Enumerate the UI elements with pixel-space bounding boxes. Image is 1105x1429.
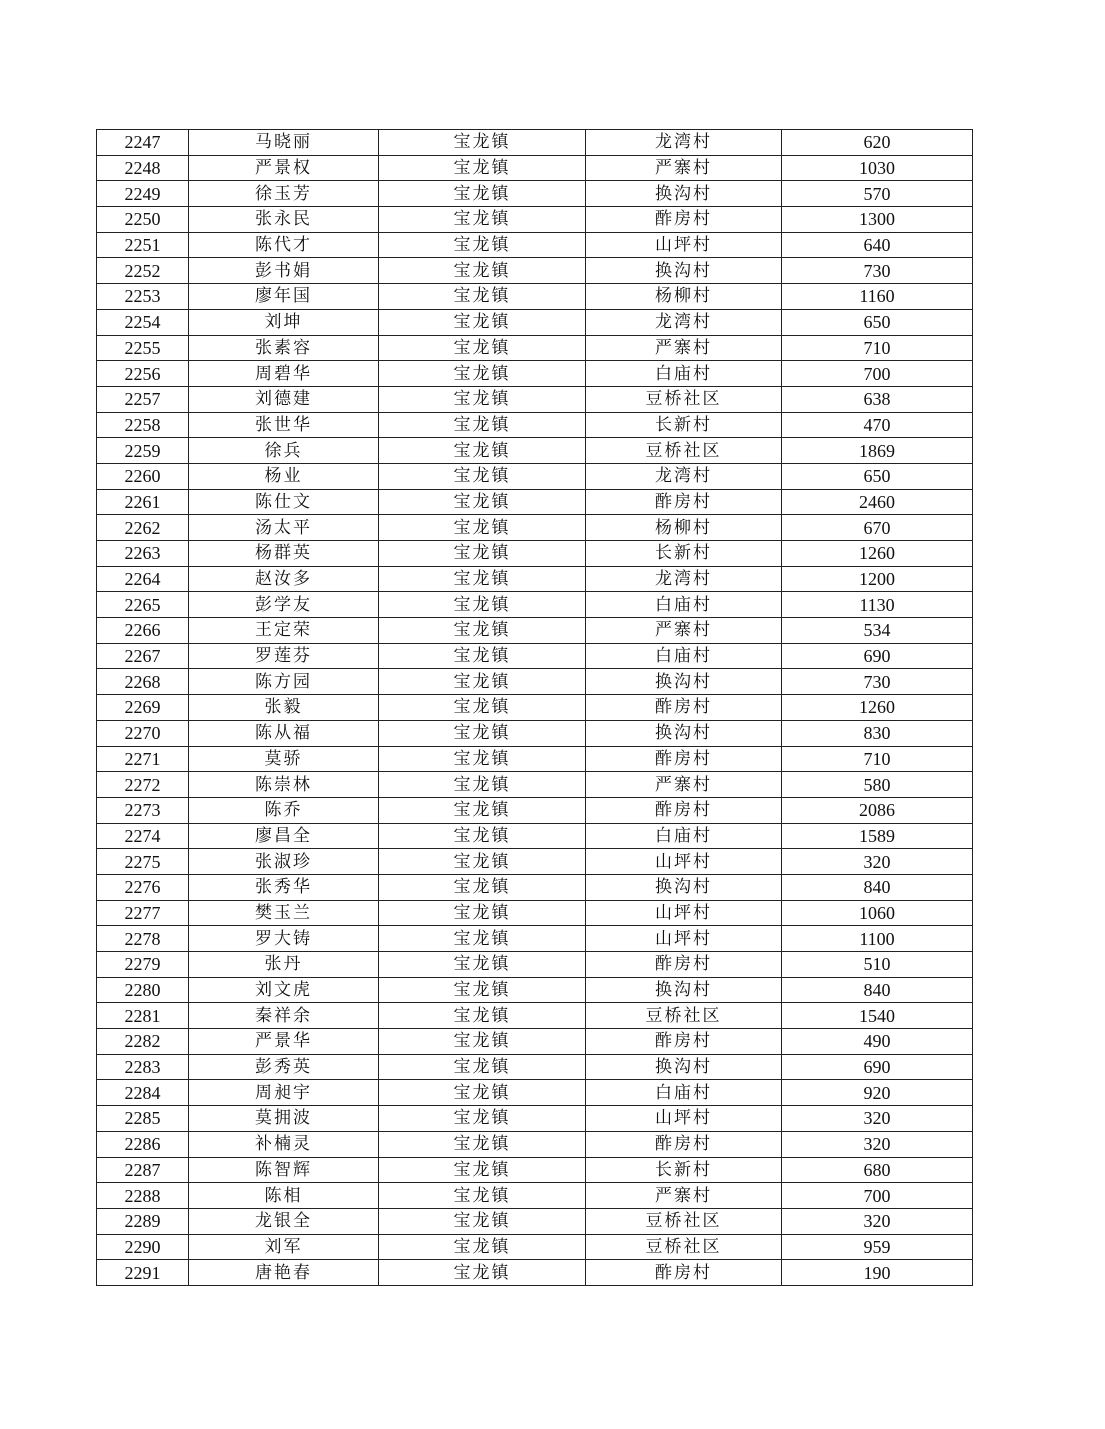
town-cell: 宝龙镇 bbox=[379, 361, 586, 387]
village-cell: 山坪村 bbox=[586, 1106, 782, 1132]
village-cell: 酢房村 bbox=[586, 695, 782, 721]
row-number-cell: 2253 bbox=[97, 284, 189, 310]
town-cell: 宝龙镇 bbox=[379, 695, 586, 721]
table-row bbox=[97, 1003, 973, 1029]
town-cell: 宝龙镇 bbox=[379, 669, 586, 695]
town-cell: 宝龙镇 bbox=[379, 207, 586, 233]
row-number-cell: 2280 bbox=[97, 977, 189, 1003]
amount-cell: 320 bbox=[782, 1131, 973, 1157]
town-cell: 宝龙镇 bbox=[379, 849, 586, 875]
amount-cell: 1589 bbox=[782, 823, 973, 849]
town-cell: 宝龙镇 bbox=[379, 463, 586, 489]
village-cell: 酢房村 bbox=[586, 797, 782, 823]
town-cell: 宝龙镇 bbox=[379, 1029, 586, 1055]
town-cell: 宝龙镇 bbox=[379, 1131, 586, 1157]
town-cell: 宝龙镇 bbox=[379, 797, 586, 823]
row-number-cell: 2288 bbox=[97, 1183, 189, 1209]
name-cell: 唐艳春 bbox=[189, 1260, 379, 1286]
village-cell: 白庙村 bbox=[586, 823, 782, 849]
row-number-cell: 2285 bbox=[97, 1106, 189, 1132]
amount-cell: 640 bbox=[782, 232, 973, 258]
village-cell: 豆桥社区 bbox=[586, 1234, 782, 1260]
table-row bbox=[97, 849, 973, 875]
table-row bbox=[97, 1054, 973, 1080]
table-row bbox=[97, 258, 973, 284]
amount-cell: 320 bbox=[782, 1106, 973, 1132]
row-number-cell: 2289 bbox=[97, 1208, 189, 1234]
name-cell: 徐玉芳 bbox=[189, 181, 379, 207]
table-row bbox=[97, 823, 973, 849]
amount-cell: 2086 bbox=[782, 797, 973, 823]
name-cell: 杨业 bbox=[189, 463, 379, 489]
town-cell: 宝龙镇 bbox=[379, 412, 586, 438]
row-number-cell: 2291 bbox=[97, 1260, 189, 1286]
village-cell: 杨柳村 bbox=[586, 515, 782, 541]
town-cell: 宝龙镇 bbox=[379, 335, 586, 361]
row-number-cell: 2270 bbox=[97, 720, 189, 746]
amount-cell: 470 bbox=[782, 412, 973, 438]
name-cell: 樊玉兰 bbox=[189, 900, 379, 926]
town-cell: 宝龙镇 bbox=[379, 618, 586, 644]
amount-cell: 320 bbox=[782, 1208, 973, 1234]
name-cell: 莫拥波 bbox=[189, 1106, 379, 1132]
name-cell: 张世华 bbox=[189, 412, 379, 438]
row-number-cell: 2275 bbox=[97, 849, 189, 875]
amount-cell: 730 bbox=[782, 669, 973, 695]
amount-cell: 570 bbox=[782, 181, 973, 207]
amount-cell: 1060 bbox=[782, 900, 973, 926]
name-cell: 廖昌全 bbox=[189, 823, 379, 849]
row-number-cell: 2257 bbox=[97, 386, 189, 412]
table-row bbox=[97, 566, 973, 592]
amount-cell: 1130 bbox=[782, 592, 973, 618]
amount-cell: 920 bbox=[782, 1080, 973, 1106]
amount-cell: 959 bbox=[782, 1234, 973, 1260]
name-cell: 刘坤 bbox=[189, 309, 379, 335]
name-cell: 严景华 bbox=[189, 1029, 379, 1055]
amount-cell: 710 bbox=[782, 335, 973, 361]
row-number-cell: 2290 bbox=[97, 1234, 189, 1260]
amount-cell: 710 bbox=[782, 746, 973, 772]
town-cell: 宝龙镇 bbox=[379, 1208, 586, 1234]
row-number-cell: 2255 bbox=[97, 335, 189, 361]
amount-cell: 1030 bbox=[782, 155, 973, 181]
name-cell: 龙银全 bbox=[189, 1208, 379, 1234]
town-cell: 宝龙镇 bbox=[379, 232, 586, 258]
town-cell: 宝龙镇 bbox=[379, 926, 586, 952]
table-row bbox=[97, 977, 973, 1003]
amount-cell: 1200 bbox=[782, 566, 973, 592]
row-number-cell: 2284 bbox=[97, 1080, 189, 1106]
amount-cell: 690 bbox=[782, 1054, 973, 1080]
town-cell: 宝龙镇 bbox=[379, 720, 586, 746]
town-cell: 宝龙镇 bbox=[379, 1106, 586, 1132]
row-number-cell: 2267 bbox=[97, 643, 189, 669]
table-row bbox=[97, 874, 973, 900]
name-cell: 彭秀英 bbox=[189, 1054, 379, 1080]
table-row bbox=[97, 618, 973, 644]
table-row bbox=[97, 797, 973, 823]
table-row bbox=[97, 541, 973, 567]
name-cell: 罗莲芬 bbox=[189, 643, 379, 669]
row-number-cell: 2266 bbox=[97, 618, 189, 644]
row-number-cell: 2276 bbox=[97, 874, 189, 900]
village-cell: 酢房村 bbox=[586, 489, 782, 515]
village-cell: 龙湾村 bbox=[586, 463, 782, 489]
town-cell: 宝龙镇 bbox=[379, 1183, 586, 1209]
village-cell: 杨柳村 bbox=[586, 284, 782, 310]
name-cell: 张丹 bbox=[189, 952, 379, 978]
name-cell: 彭学友 bbox=[189, 592, 379, 618]
village-cell: 龙湾村 bbox=[586, 309, 782, 335]
village-cell: 龙湾村 bbox=[586, 130, 782, 156]
amount-cell: 670 bbox=[782, 515, 973, 541]
amount-cell: 638 bbox=[782, 386, 973, 412]
amount-cell: 700 bbox=[782, 1183, 973, 1209]
town-cell: 宝龙镇 bbox=[379, 1260, 586, 1286]
amount-cell: 650 bbox=[782, 463, 973, 489]
row-number-cell: 2278 bbox=[97, 926, 189, 952]
row-number-cell: 2260 bbox=[97, 463, 189, 489]
amount-cell: 620 bbox=[782, 130, 973, 156]
amount-cell: 1300 bbox=[782, 207, 973, 233]
amount-cell: 2460 bbox=[782, 489, 973, 515]
amount-cell: 680 bbox=[782, 1157, 973, 1183]
town-cell: 宝龙镇 bbox=[379, 1054, 586, 1080]
village-cell: 长新村 bbox=[586, 1157, 782, 1183]
village-cell: 豆桥社区 bbox=[586, 386, 782, 412]
amount-cell: 1869 bbox=[782, 438, 973, 464]
table-row bbox=[97, 284, 973, 310]
table-row bbox=[97, 669, 973, 695]
amount-cell: 700 bbox=[782, 361, 973, 387]
row-number-cell: 2282 bbox=[97, 1029, 189, 1055]
town-cell: 宝龙镇 bbox=[379, 386, 586, 412]
table-row bbox=[97, 592, 973, 618]
town-cell: 宝龙镇 bbox=[379, 874, 586, 900]
amount-cell: 830 bbox=[782, 720, 973, 746]
village-cell: 换沟村 bbox=[586, 720, 782, 746]
name-cell: 周碧华 bbox=[189, 361, 379, 387]
name-cell: 马晓丽 bbox=[189, 130, 379, 156]
row-number-cell: 2277 bbox=[97, 900, 189, 926]
town-cell: 宝龙镇 bbox=[379, 258, 586, 284]
table-row bbox=[97, 207, 973, 233]
table-row bbox=[97, 720, 973, 746]
table-row bbox=[97, 1183, 973, 1209]
village-cell: 酢房村 bbox=[586, 1260, 782, 1286]
name-cell: 张淑珍 bbox=[189, 849, 379, 875]
village-cell: 长新村 bbox=[586, 412, 782, 438]
village-cell: 长新村 bbox=[586, 541, 782, 567]
name-cell: 周昶宇 bbox=[189, 1080, 379, 1106]
table-row bbox=[97, 1080, 973, 1106]
name-cell: 汤太平 bbox=[189, 515, 379, 541]
town-cell: 宝龙镇 bbox=[379, 309, 586, 335]
village-cell: 严寨村 bbox=[586, 335, 782, 361]
row-number-cell: 2269 bbox=[97, 695, 189, 721]
amount-cell: 190 bbox=[782, 1260, 973, 1286]
amount-cell: 1540 bbox=[782, 1003, 973, 1029]
village-cell: 换沟村 bbox=[586, 181, 782, 207]
amount-cell: 690 bbox=[782, 643, 973, 669]
row-number-cell: 2251 bbox=[97, 232, 189, 258]
table-row bbox=[97, 155, 973, 181]
town-cell: 宝龙镇 bbox=[379, 515, 586, 541]
amount-cell: 1260 bbox=[782, 695, 973, 721]
table-row bbox=[97, 952, 973, 978]
name-cell: 张秀华 bbox=[189, 874, 379, 900]
village-cell: 山坪村 bbox=[586, 926, 782, 952]
amount-cell: 580 bbox=[782, 772, 973, 798]
town-cell: 宝龙镇 bbox=[379, 823, 586, 849]
name-cell: 秦祥余 bbox=[189, 1003, 379, 1029]
town-cell: 宝龙镇 bbox=[379, 952, 586, 978]
name-cell: 赵汝多 bbox=[189, 566, 379, 592]
village-cell: 酢房村 bbox=[586, 746, 782, 772]
town-cell: 宝龙镇 bbox=[379, 977, 586, 1003]
town-cell: 宝龙镇 bbox=[379, 900, 586, 926]
village-cell: 山坪村 bbox=[586, 232, 782, 258]
table-row bbox=[97, 695, 973, 721]
name-cell: 罗大铸 bbox=[189, 926, 379, 952]
table-body bbox=[97, 130, 973, 1286]
row-number-cell: 2258 bbox=[97, 412, 189, 438]
row-number-cell: 2283 bbox=[97, 1054, 189, 1080]
village-cell: 换沟村 bbox=[586, 1054, 782, 1080]
town-cell: 宝龙镇 bbox=[379, 772, 586, 798]
row-number-cell: 2256 bbox=[97, 361, 189, 387]
village-cell: 白庙村 bbox=[586, 643, 782, 669]
name-cell: 陈相 bbox=[189, 1183, 379, 1209]
name-cell: 彭书娟 bbox=[189, 258, 379, 284]
town-cell: 宝龙镇 bbox=[379, 1234, 586, 1260]
town-cell: 宝龙镇 bbox=[379, 130, 586, 156]
row-number-cell: 2262 bbox=[97, 515, 189, 541]
town-cell: 宝龙镇 bbox=[379, 566, 586, 592]
village-cell: 山坪村 bbox=[586, 900, 782, 926]
amount-cell: 730 bbox=[782, 258, 973, 284]
row-number-cell: 2263 bbox=[97, 541, 189, 567]
village-cell: 豆桥社区 bbox=[586, 1003, 782, 1029]
village-cell: 酢房村 bbox=[586, 207, 782, 233]
row-number-cell: 2248 bbox=[97, 155, 189, 181]
table-row bbox=[97, 746, 973, 772]
name-cell: 廖年国 bbox=[189, 284, 379, 310]
amount-cell: 510 bbox=[782, 952, 973, 978]
table-row bbox=[97, 643, 973, 669]
table-row bbox=[97, 900, 973, 926]
amount-cell: 534 bbox=[782, 618, 973, 644]
data-table bbox=[96, 129, 973, 1286]
table-row bbox=[97, 1260, 973, 1286]
row-number-cell: 2274 bbox=[97, 823, 189, 849]
row-number-cell: 2254 bbox=[97, 309, 189, 335]
name-cell: 徐兵 bbox=[189, 438, 379, 464]
row-number-cell: 2272 bbox=[97, 772, 189, 798]
name-cell: 莫骄 bbox=[189, 746, 379, 772]
town-cell: 宝龙镇 bbox=[379, 541, 586, 567]
table-row bbox=[97, 130, 973, 156]
amount-cell: 1260 bbox=[782, 541, 973, 567]
name-cell: 张毅 bbox=[189, 695, 379, 721]
table-row bbox=[97, 335, 973, 361]
table-row bbox=[97, 1208, 973, 1234]
amount-cell: 490 bbox=[782, 1029, 973, 1055]
row-number-cell: 2264 bbox=[97, 566, 189, 592]
name-cell: 刘文虎 bbox=[189, 977, 379, 1003]
village-cell: 酢房村 bbox=[586, 1131, 782, 1157]
row-number-cell: 2247 bbox=[97, 130, 189, 156]
village-cell: 豆桥社区 bbox=[586, 1208, 782, 1234]
name-cell: 陈仕文 bbox=[189, 489, 379, 515]
village-cell: 酢房村 bbox=[586, 952, 782, 978]
town-cell: 宝龙镇 bbox=[379, 1157, 586, 1183]
village-cell: 换沟村 bbox=[586, 669, 782, 695]
table-row bbox=[97, 1234, 973, 1260]
village-cell: 龙湾村 bbox=[586, 566, 782, 592]
amount-cell: 840 bbox=[782, 874, 973, 900]
row-number-cell: 2279 bbox=[97, 952, 189, 978]
village-cell: 山坪村 bbox=[586, 849, 782, 875]
town-cell: 宝龙镇 bbox=[379, 643, 586, 669]
town-cell: 宝龙镇 bbox=[379, 746, 586, 772]
row-number-cell: 2259 bbox=[97, 438, 189, 464]
amount-cell: 1100 bbox=[782, 926, 973, 952]
table-row bbox=[97, 463, 973, 489]
row-number-cell: 2261 bbox=[97, 489, 189, 515]
table-row bbox=[97, 438, 973, 464]
name-cell: 补楠灵 bbox=[189, 1131, 379, 1157]
row-number-cell: 2287 bbox=[97, 1157, 189, 1183]
village-cell: 豆桥社区 bbox=[586, 438, 782, 464]
table-row bbox=[97, 1106, 973, 1132]
table-row bbox=[97, 1131, 973, 1157]
town-cell: 宝龙镇 bbox=[379, 1080, 586, 1106]
town-cell: 宝龙镇 bbox=[379, 284, 586, 310]
amount-cell: 320 bbox=[782, 849, 973, 875]
row-number-cell: 2249 bbox=[97, 181, 189, 207]
name-cell: 严景权 bbox=[189, 155, 379, 181]
name-cell: 陈从福 bbox=[189, 720, 379, 746]
table-row bbox=[97, 926, 973, 952]
town-cell: 宝龙镇 bbox=[379, 181, 586, 207]
village-cell: 严寨村 bbox=[586, 772, 782, 798]
name-cell: 陈方园 bbox=[189, 669, 379, 695]
town-cell: 宝龙镇 bbox=[379, 489, 586, 515]
name-cell: 陈崇林 bbox=[189, 772, 379, 798]
row-number-cell: 2252 bbox=[97, 258, 189, 284]
table-row bbox=[97, 309, 973, 335]
table-row bbox=[97, 412, 973, 438]
table-row bbox=[97, 489, 973, 515]
amount-cell: 650 bbox=[782, 309, 973, 335]
table-row bbox=[97, 515, 973, 541]
name-cell: 陈代才 bbox=[189, 232, 379, 258]
name-cell: 张永民 bbox=[189, 207, 379, 233]
village-cell: 严寨村 bbox=[586, 155, 782, 181]
table-row bbox=[97, 1157, 973, 1183]
town-cell: 宝龙镇 bbox=[379, 1003, 586, 1029]
row-number-cell: 2271 bbox=[97, 746, 189, 772]
table-row bbox=[97, 232, 973, 258]
row-number-cell: 2250 bbox=[97, 207, 189, 233]
row-number-cell: 2265 bbox=[97, 592, 189, 618]
name-cell: 陈乔 bbox=[189, 797, 379, 823]
village-cell: 白庙村 bbox=[586, 361, 782, 387]
table-row bbox=[97, 386, 973, 412]
row-number-cell: 2281 bbox=[97, 1003, 189, 1029]
name-cell: 刘德建 bbox=[189, 386, 379, 412]
row-number-cell: 2286 bbox=[97, 1131, 189, 1157]
row-number-cell: 2273 bbox=[97, 797, 189, 823]
table-row bbox=[97, 181, 973, 207]
village-cell: 酢房村 bbox=[586, 1029, 782, 1055]
village-cell: 换沟村 bbox=[586, 874, 782, 900]
amount-cell: 840 bbox=[782, 977, 973, 1003]
town-cell: 宝龙镇 bbox=[379, 155, 586, 181]
village-cell: 白庙村 bbox=[586, 592, 782, 618]
row-number-cell: 2268 bbox=[97, 669, 189, 695]
village-cell: 严寨村 bbox=[586, 1183, 782, 1209]
town-cell: 宝龙镇 bbox=[379, 438, 586, 464]
amount-cell: 1160 bbox=[782, 284, 973, 310]
table-row bbox=[97, 361, 973, 387]
name-cell: 刘军 bbox=[189, 1234, 379, 1260]
name-cell: 杨群英 bbox=[189, 541, 379, 567]
village-cell: 白庙村 bbox=[586, 1080, 782, 1106]
name-cell: 陈智辉 bbox=[189, 1157, 379, 1183]
village-cell: 换沟村 bbox=[586, 977, 782, 1003]
name-cell: 王定荣 bbox=[189, 618, 379, 644]
name-cell: 张素容 bbox=[189, 335, 379, 361]
village-cell: 严寨村 bbox=[586, 618, 782, 644]
town-cell: 宝龙镇 bbox=[379, 592, 586, 618]
village-cell: 换沟村 bbox=[586, 258, 782, 284]
table-row bbox=[97, 1029, 973, 1055]
table-row bbox=[97, 772, 973, 798]
